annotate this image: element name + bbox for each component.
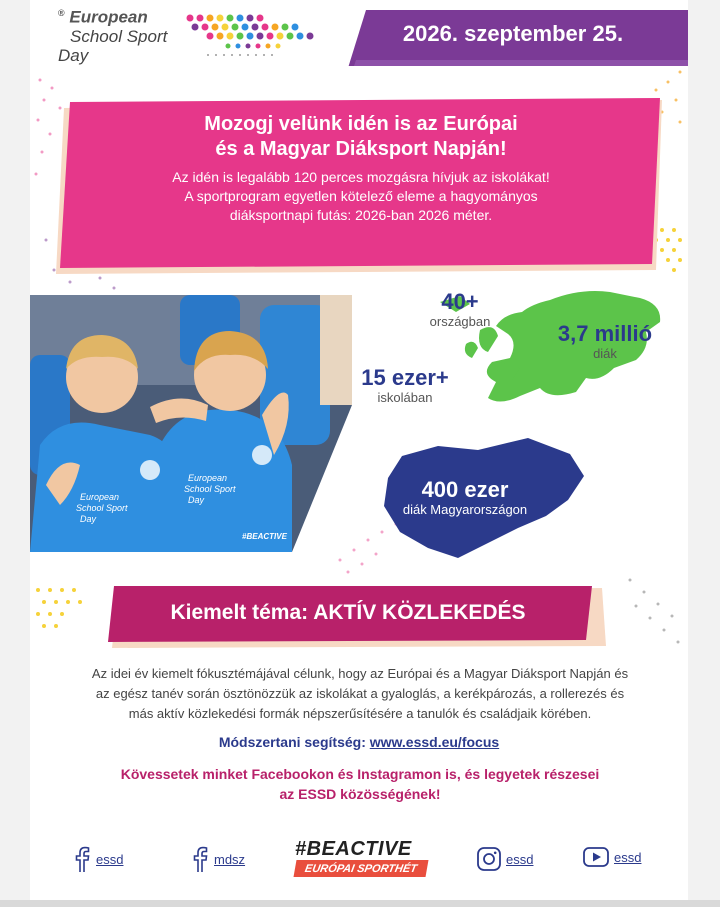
method-link[interactable]: www.essd.eu/focus [369, 734, 500, 750]
stat-schools [345, 366, 465, 406]
logo-line3: Day [58, 45, 89, 65]
instagram-essd-handle: essd [506, 851, 534, 867]
facebook-essd-handle: essd [96, 851, 124, 867]
beactive-tag: #BEACTIVE [295, 838, 412, 860]
shirt-text-line1: European [188, 473, 228, 483]
stat-students-hu-number: 400 ezer [421, 477, 509, 502]
theme-banner [108, 584, 608, 650]
facebook-mdsz-handle: mdsz [214, 851, 246, 867]
intro-title-line2: és a Magyar Diáksport Napján! [215, 138, 507, 160]
follow-line2: az ESSD közösségének! [279, 786, 441, 802]
intro-body [56, 168, 666, 225]
method-help [30, 734, 688, 750]
intro-body-line2: A sportprogram egyetlen kötelező eleme a hagyományos [184, 188, 538, 204]
intro-body-line1: Az idén is legalább 120 perces mozgásra hívjuk az iskolákat! [172, 169, 550, 185]
theme-title: Kiemelt téma: AKTÍV KÖZLEKEDÉS [170, 601, 526, 624]
social-instagram-essd[interactable] [476, 846, 533, 872]
bottom-border [0, 900, 720, 907]
stat-students-eu [535, 322, 675, 362]
theme-description-line3: más aktív közlekedési formák népszerűsítésére a tanulók és családjaik körében. [128, 706, 592, 721]
shirt-text-left-line2: School Sport [76, 503, 128, 513]
shirt-beactive-tag: #BEACTIVE [242, 532, 287, 541]
youtube-icon [582, 846, 610, 868]
theme-description-line1: Az idei év kiemelt fókusztémájával célunk, hogy az Európai és a Magyar Diáksport Napján és [91, 666, 629, 681]
registered-mark: ® [58, 8, 65, 18]
theme-description [60, 664, 660, 724]
stat-students-eu-label: diák [593, 346, 617, 361]
essd-logo [58, 4, 318, 64]
stat-countries-number: 40+ [441, 289, 479, 314]
youtube-essd-handle: essd [614, 849, 642, 865]
social-facebook-mdsz[interactable] [190, 846, 245, 872]
stat-students-hu [375, 478, 555, 518]
instagram-icon [476, 846, 502, 872]
follow-us-text [90, 764, 630, 804]
method-label: Módszertani segítség: [218, 734, 366, 750]
facebook-icon [72, 846, 92, 872]
follow-line1: Kövessetek minket Facebookon és Instagramon is, és legyetek részesei [120, 766, 600, 782]
date-banner [348, 6, 688, 62]
intro-content [56, 112, 666, 225]
poster [30, 0, 688, 900]
logo-dots-icon [178, 10, 318, 60]
stat-countries [410, 290, 510, 330]
kids-photo [30, 295, 352, 552]
stat-schools-label: iskolában [377, 390, 433, 405]
beactive-subtitle: EURÓPAI SPORTHÉT [294, 860, 429, 877]
shirt-text-left-line1: European [80, 492, 120, 502]
stat-countries-label: országban [429, 314, 491, 329]
intro-title-line1: Mozogj velünk idén is az Európai [204, 113, 518, 135]
stat-students-hu-label: diák Magyarországon [402, 502, 528, 517]
stat-students-eu-number: 3,7 millió [557, 321, 653, 346]
social-youtube-essd[interactable] [582, 846, 641, 868]
logo-line2: School Sport [70, 26, 168, 46]
intro-body-line3: diáksportnapi futás: 2026-ban 2026 méter. [229, 207, 493, 223]
shirt-text-line3: Day [188, 495, 205, 505]
theme-description-line2: az egész tanév során ösztönözzük az iskolákat a gyaloglás, a kerékpározás, a rollerezés és [95, 686, 625, 701]
beactive-logo [295, 838, 435, 882]
stat-schools-number: 15 ezer+ [361, 365, 449, 390]
shirt-text-line2: School Sport [184, 484, 236, 494]
event-date: 2026. szeptember 25. [402, 21, 624, 46]
facebook-icon [190, 846, 210, 872]
intro-title [56, 112, 666, 162]
social-facebook-essd[interactable] [72, 846, 123, 872]
intro-card [56, 98, 666, 276]
shirt-text-left-line3: Day [80, 514, 97, 524]
logo-wordmark [58, 4, 167, 65]
logo-line1: European [69, 7, 148, 27]
